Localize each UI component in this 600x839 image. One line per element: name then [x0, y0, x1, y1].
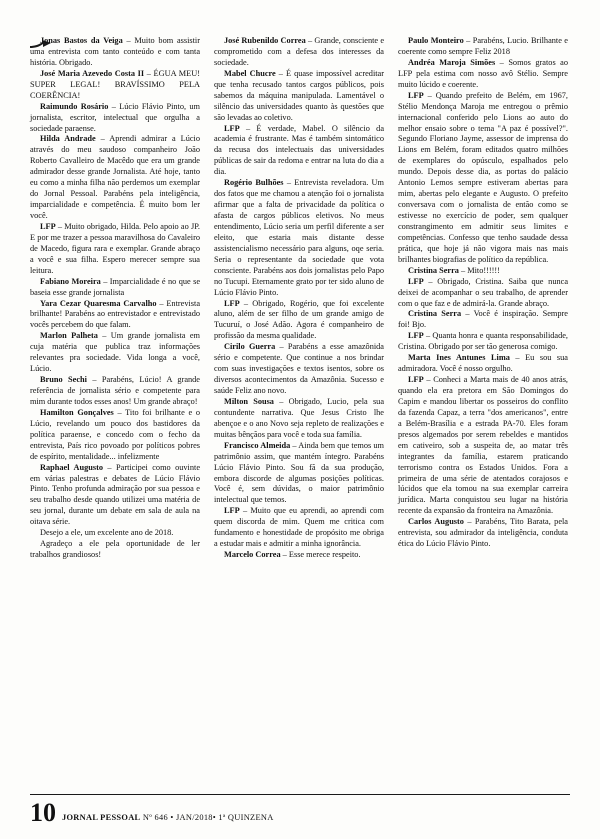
- commenter-name: Cirilo Guerra: [224, 342, 276, 352]
- commenter-name: LFP: [408, 90, 424, 100]
- commenter-name: José Maria Azevedo Costa II: [40, 68, 145, 78]
- commenter-name: LFP: [40, 221, 56, 231]
- comment-text: – Obrigado, Rogério, que foi excelente aluno, além de ser filho de um grande amigo de Tucuruí, o José Adão. Agora é companheiro de profissão da mesma qualidade.: [214, 298, 384, 341]
- paragraph: [30, 299, 200, 332]
- comment-text: – Parabéns, Lúcio! A grande referência de jornalista sério e competente para mim durante todos esses anos! Um grande abraço!: [30, 375, 200, 406]
- commenter-name: Bruno Sechi: [40, 375, 87, 385]
- commenter-name: Carlos Augusto: [408, 517, 464, 527]
- commenter-name: Yara Cezar Quaresma Carvalho: [40, 298, 157, 308]
- paragraph: [30, 408, 200, 463]
- paragraph: [398, 91, 568, 266]
- comment-text: – Esse merece respeito.: [280, 550, 361, 560]
- paragraph: [214, 124, 384, 179]
- commenter-name: Marta Ines Antunes Lima: [408, 353, 510, 363]
- comment-text: – Quanta honra e quanta responsabilidade, Cristina. Obrigado por ser tão generosa comigo.: [398, 331, 568, 352]
- article-columns: [30, 36, 570, 778]
- comment-text: – Muito bom assistir uma entrevista com tanto conteúdo e com tanta história. Obrigado.: [30, 36, 200, 67]
- paragraph: [214, 342, 384, 397]
- paragraph: [398, 36, 568, 58]
- paragraph: [30, 36, 200, 69]
- paragraph: [398, 331, 568, 353]
- comment-text: – É quase impossível acreditar que tenha recusado tantos cargos públicos, pois sabemos da máquina manipulada. Lamentável o silêncio das universidades quanto às questões que são levadas ao coletivo.: [214, 68, 385, 122]
- paragraph: [214, 178, 384, 298]
- comment-text: – Você é inspiração. Sempre foi! Bjo.: [398, 309, 568, 330]
- comment-text: – Mito!!!!!!: [458, 265, 500, 275]
- commenter-name: LFP: [224, 298, 240, 308]
- paragraph: [214, 69, 384, 124]
- comment-text: – Aprendi admirar a Lúcio através do meu saudoso companheiro João Roberto Cavalleiro de Macêdo que era um grande admirador desse grande Jornalista. Até hoje, tanto eu como a minha filha não perdemos um exemplar do Jornal Pessoal. Parabéns pela inteligência, imparcialidade e competência. É muito bom ler você.: [30, 134, 200, 220]
- comment-text: – Parabéns, Lucio. Brilhante e coerente como sempre Feliz 2018: [398, 36, 568, 56]
- paragraph: [214, 441, 384, 507]
- commenter-name: Rogério Bulhões: [224, 178, 284, 188]
- paragraph: [30, 277, 200, 299]
- paragraph: [30, 69, 200, 102]
- comment-text: – Conheci a Marta mais de 40 anos atrás, quando ela era pretora em São Domingos do Capim e mandou libertar os posseiros do conflito da fazenda Capaz, a terra "dos americanos", entre a Belém-Brasília e a estrada PA-70. Eles foram presos algemados por serem rebeldes e mantidos em cativeiro, sob a suspeita de, ao matar três integrantes da família, estarem praticando terrorismo contra os Estados Unidos. Fora a primeira de uma série de atentados corajosos e lúcidos que ela tomou na sua exemplar carreira jurídica. Marta conquistou seu lugar na história recente da expansão da fronteira na Amazônia.: [398, 375, 568, 516]
- comment-text: – Somos gratos ao LFP pela estima com nosso avô Stélio. Sempre muito lúcido e coerente.: [398, 57, 568, 89]
- comment-text: – Parabéns a esse amazônida sério e competente. Que continue a nos brindar com suas investigações e textos isentos, sobre os diversos acontecimentos da Amazônia. Sucesso e saúde Feliz ano novo.: [214, 342, 384, 395]
- paragraph: [398, 353, 568, 375]
- comment-text: – Grande, consciente e comprometido com a defesa dos interesses da sociedade.: [214, 36, 384, 67]
- comment-text: – ÉGUA MEU! SUPER LEGAL! BRAVÍSSIMO PELA COERÊNCIA!: [30, 68, 200, 100]
- commenter-name: Cristina Serra: [408, 309, 462, 319]
- paragraph: [398, 266, 568, 277]
- comment-text: – Muito que eu aprendi, ao aprendi com quem discorda de mim. Quem me critica com fundamento e honestidade de propósito me obriga a estudar mais e admitir a minha ignorância.: [214, 506, 384, 549]
- commenter-name: Cristina Serra: [408, 265, 459, 275]
- commenter-name: LFP: [408, 375, 424, 385]
- paragraph: [214, 36, 384, 69]
- comment-text: – Entrevista reveladora. Um dos fatos que me chamou a atenção foi o jornalista afirmar que a falta de privacidade da política o afasta de cargos públicos eletivos. No meus entendimento, Lúcio seria um perfil diferente a ser eleito, que estaria mais distante desse assistencialismo necessário para alguns, oqe seria. Seria o representante da sociedade que vota consciente. Parabéns aos dois jornalistas pelo Papo no Tucupi. Eternamente grato por ter sido aluno de Lúcio Flávio Pinto.: [214, 178, 385, 297]
- comment-text: – É verdade, Mabel. O silêncio da academia é frustrante. Mas é também sintomático da recusa dos intelectuais das universidades públicas de sair da redoma e entrar na luta do dia a dia.: [214, 123, 384, 177]
- column-2: [214, 36, 384, 778]
- paragraph: [214, 299, 384, 343]
- commenter-name: Francisco Almeida: [224, 440, 291, 450]
- paragraph: [398, 517, 568, 550]
- commenter-name: Fabiano Moreira: [40, 276, 101, 286]
- paragraph: [30, 222, 200, 277]
- comment-text: – Participei como ouvinte em várias palestras e debates de Lúcio Flávio Pinto. Tenho profunda admiração por sua pessoa e seu trabalho desde quando utilizei uma matéria de seu jornal, durante um debate em sala de aula na oitava série.: [30, 462, 200, 527]
- footer-masthead: [62, 813, 274, 825]
- comment-text: – Muito obrigado, Hilda. Pelo apoio ao JP. E por me trazer a pessoa maravilhosa do Cavaleiro de Macedo, figura rara e exemplar. Grande abraço a você e sua filha. Espero merecer sempre sua leitura.: [30, 221, 200, 275]
- commenter-name: Jonas Bastos da Veiga: [40, 36, 123, 45]
- comment-text: Agradeço a ele pela oportunidade de ler trabalhos grandiosos!: [30, 539, 200, 560]
- comment-text: – Quando prefeito de Belém, em 1967, Stélio Mendonça Maroja me entregou o prêmio internacional conferido pelo Lions ao auto do melhor ensaio sobre o tema "A paz é possível?". Segundo Floriano Jayme, assessor de imprensa do Lions em Belém, foram editados quatro milhões de exemplares do opúsculo, espalhados pelo mundo. Depois desse dia, as portas do palácio Antonio Lemos sempre estiveram abertas para mim, abertas pelo elegante e Augusto. O prefeito conversava com o jornalista de então como se estivesse no exercício de poder, sem qualquer constrangimento em admitir seus limites e competências. Confesso que tenho saudade dessa prática, que hoje já não vigora mais nas mais brilhantes biografias de político da república.: [398, 90, 568, 264]
- column-3: [398, 36, 568, 778]
- paragraph: [30, 331, 200, 375]
- commenter-name: Hamilton Gonçalves: [40, 407, 114, 417]
- comment-text: – Entrevista brilhante! Parabéns ao entrevistador e entrevistado vocês percebem do que falam.: [30, 298, 200, 330]
- page-number: 10: [30, 798, 56, 827]
- column-1: [30, 36, 200, 778]
- footer-issue: Nº 646 • JAN/2018• 1ª QUINZENA: [142, 813, 274, 822]
- comment-text: – Parabéns, Tito Barata, pela entrevista, sou admirador da inteligência, conduta ética do Lúcio Flávio Pinto.: [398, 517, 568, 549]
- comment-text: – Um grande jornalista em cuja matéria que publica traz informações relevantes pra sociedade. Vida longa a você, Lúcio.: [30, 331, 200, 374]
- comment-text: – Lúcio Flávio Pinto, um jornalista, escritor, intelectual que orgulha a sociedade paraense.: [30, 101, 201, 133]
- commenter-name: Paulo Monteiro: [408, 36, 464, 45]
- paragraph: [30, 102, 200, 135]
- paragraph: [30, 463, 200, 529]
- commenter-name: Marcelo Correa: [224, 550, 281, 560]
- footer-title: JORNAL PESSOAL: [62, 813, 141, 822]
- commenter-name: Andréa Maroja Simões: [408, 57, 496, 67]
- comment-text: Desejo a ele, um excelente ano de 2018.: [40, 528, 174, 538]
- paragraph: [30, 134, 200, 222]
- paragraph: [214, 506, 384, 550]
- commenter-name: LFP: [408, 276, 424, 286]
- paragraph: [214, 550, 384, 561]
- paragraph: [214, 397, 384, 441]
- paragraph: [398, 375, 568, 517]
- commenter-name: Raimundo Rosário: [40, 101, 109, 111]
- paragraph: [30, 528, 200, 539]
- paragraph: [398, 309, 568, 331]
- commenter-name: Hilda Andrade: [40, 134, 96, 144]
- footer-divider: [30, 794, 570, 795]
- commenter-name: Mabel Chucre: [224, 68, 276, 78]
- commenter-name: Milton Sousa: [224, 396, 274, 406]
- comment-text: – Eu sou sua admiradora. Você é nosso orgulho.: [398, 353, 568, 374]
- commenter-name: LFP: [224, 506, 240, 516]
- paragraph: [30, 539, 200, 561]
- commenter-name: LFP: [224, 123, 240, 133]
- comment-text: – Obrigado, Lucio, pela sua contundente narrativa. Que Jesus Cristo lhe abençoe e o ano Novo seja repleto de realizações e muitas bênçãos para você e toda sua família.: [214, 396, 384, 439]
- commenter-name: Marlon Palheta: [40, 331, 98, 341]
- comment-text: – Obrigado, Cristina. Saiba que nunca deixei de acompanhar o seu trabalho, de aprender com o que faz e de admirá-la. Grande abraço.: [398, 276, 568, 308]
- paragraph: [398, 58, 568, 91]
- comment-text: – Ainda bem que temos um patrimônio assim, que mantém íntegro. Parabéns Lúcio Flávio Pinto. Sou fã da sua produção, embora discorde de algumas posições políticas. Você é, sem dúvidas, o maior patrimônio intelectual que temos.: [214, 440, 384, 505]
- commenter-name: LFP: [408, 331, 424, 341]
- comment-text: – Imparcialidade é no que se baseia esse grande jornalista: [30, 276, 201, 297]
- commenter-name: Raphael Augusto: [40, 462, 103, 472]
- comment-text: – Tito foi brilhante e o Lúcio, revelando um pouco dos bastidores da política paraense, e concedo com o fecho da entrevista, País rico povoado por políticos pobres de espírito, mentalidade... infelizmente: [30, 407, 201, 461]
- paragraph: [30, 375, 200, 408]
- page-footer: [30, 798, 274, 827]
- paragraph: [398, 277, 568, 310]
- commenter-name: José Rubenildo Correa: [224, 36, 306, 45]
